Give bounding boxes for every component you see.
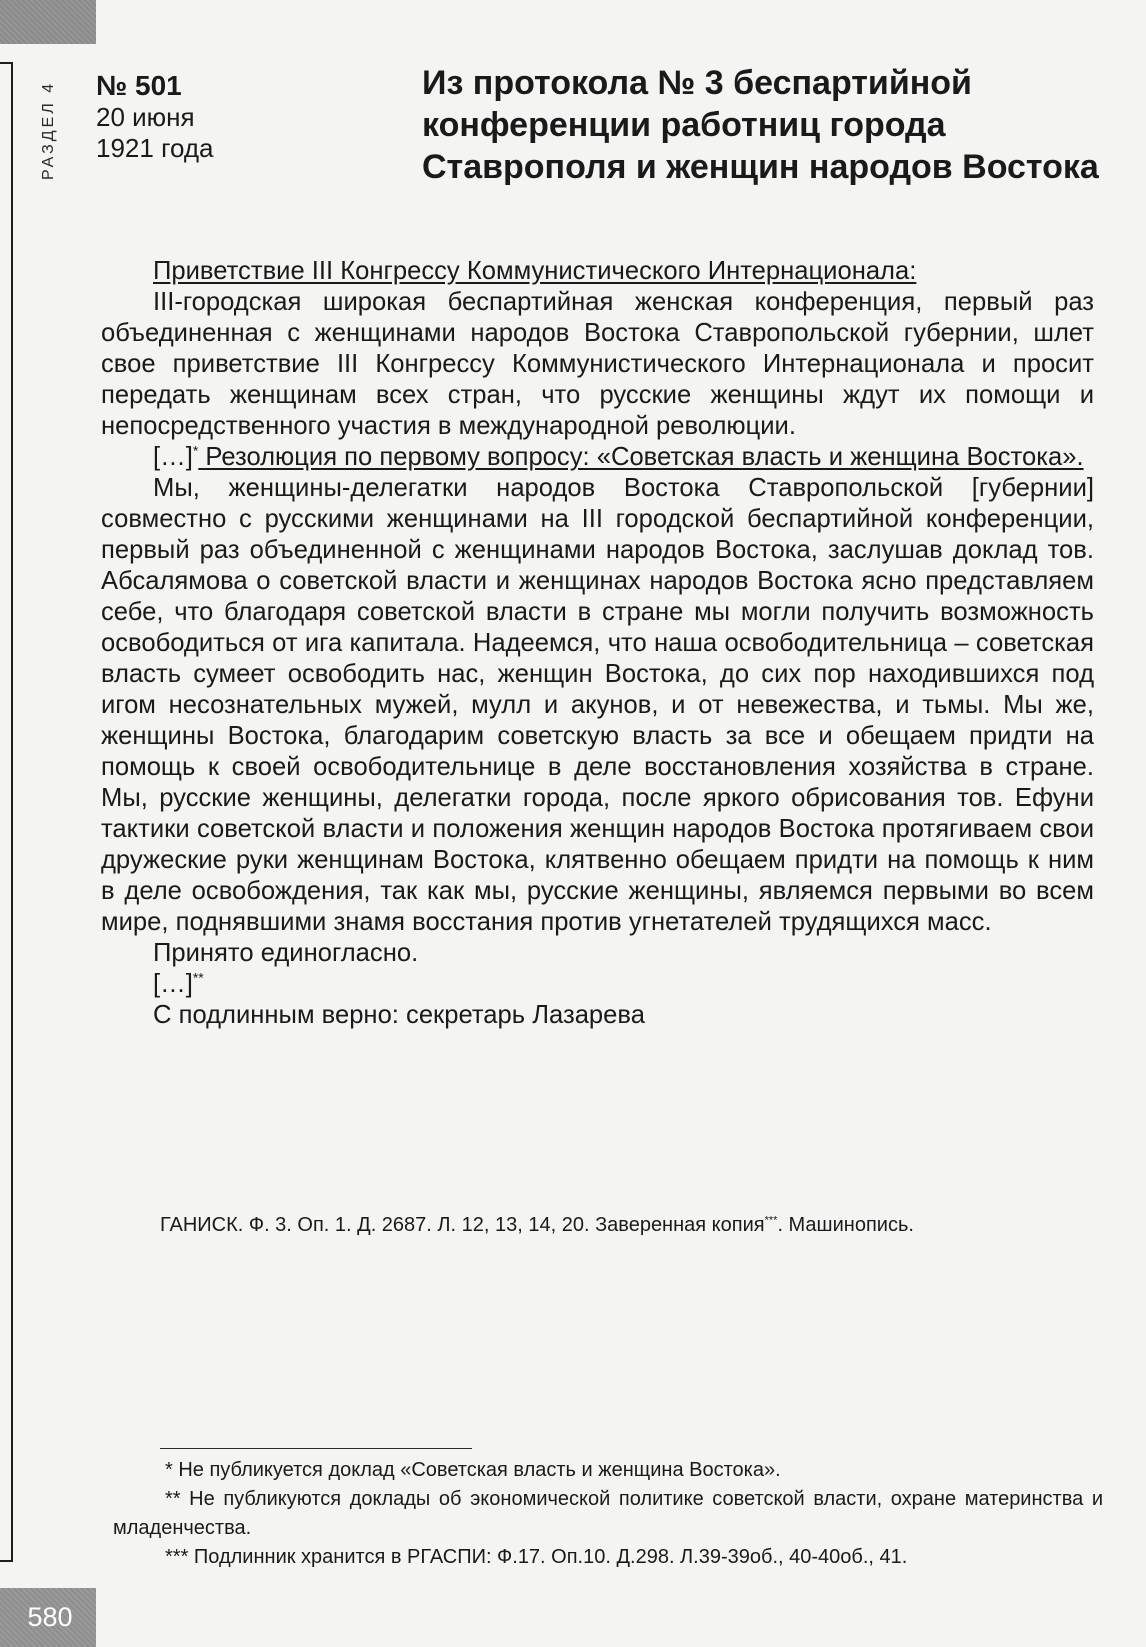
footnotes [113,1448,1103,1572]
document-body [101,256,1094,1031]
resolution-omission: […] [153,443,193,471]
margin-frame-line [0,62,13,1562]
document-title: Из протокола № 3 беспартийной конференции работниц города Ставрополя и женщин народов Востока [422,64,1099,186]
archive-reference [160,1212,1100,1238]
document-date-year: 1921 года [96,133,214,163]
section-label: РАЗДЕЛ 4 [40,80,57,180]
archive-reference-text: ГАНИСК. Ф. 3. Оп. 1. Д. 2687. Л. 12, 13, 14, 20. Заверенная копия [160,1214,765,1236]
resolution-paragraph: Мы, женщины-делегатки народов Востока Ставропольской [губернии] совместно с русскими женщинами на III городской беспартийной конференции, первый раз объединенной с женщинами народов Востока, заслушав доклад тов. Абсалямова о советской власти и женщинах народов Востока ясно представляем себе, что благодаря советской власти в стране мы могли получить возможность освободиться от ига капитала. Надеемся, что наша освободительница – советская власть сумеет освободить нас, женщин Востока, до сих пор находившихся под игом несознательных мужей, мулл и акунов, и от невежества, и тьмы. Мы же, женщины Востока, благодарим советскую власть за все и обещаем придти на помощь к своей освободительнице в деле восстановления хозяйства в стране. Мы, русские женщины, делегатки города, после яркого обрисования тов. Ефуни тактики советской власти и положения женщин народов Востока протягиваем свои дружеские руки женщинам Востока, клятвенно обещаем придти на помощь к ним в деле освобождения, так как мы, русские женщины, являемся первыми во всем мире, поднявшими знамя восстания против угнетателей трудящихся масс. [101,474,1094,936]
footnote-2: ** Не публикуются доклады об экономической политике советской власти, охране материнства и младенчества. [113,1488,1103,1539]
omission-text: […] [153,970,193,998]
document-date-day: 20 июня [96,102,195,132]
resolution-heading-line [101,442,1094,473]
page-number: 580 [0,1588,96,1647]
footnote-1: * Не публикуется доклад «Советская власть и женщина Востока». [165,1459,781,1481]
footnote-mark-2: ** [192,969,204,986]
footnote-mark-1: * [192,442,199,459]
adopted-line: Принято единогласно. [153,939,419,967]
document-meta [96,70,296,164]
footnote-3: *** Подлинник хранится в РГАСПИ: Ф.17. Оп.10. Д.298. Л.39-39об., 40-40об., 41. [165,1546,908,1568]
omission-line [101,969,1094,1000]
footnote-mark-3: *** [764,1214,778,1227]
certified-line: С подлинным верно: секретарь Лазарева [153,1001,645,1029]
archive-type: . Машинопись. [777,1214,914,1236]
resolution-heading: Резолюция по первому вопросу: «Советская власть и женщина Востока». [198,443,1084,471]
greeting-paragraph: III-городская широкая беспартийная женская конференция, первый раз объединенная с женщинами народов Востока Ставропольской губернии, шлет свое приветствие III Конгрессу Коммунистического Интернационала и просит передать женщинам всех стран, что русские женщины ждут их помощи и непосредственного участия в международной революции. [101,288,1094,440]
document-number: № 501 [96,70,182,101]
greeting-heading: Приветствие III Конгрессу Коммунистического Интернационала: [153,257,917,285]
